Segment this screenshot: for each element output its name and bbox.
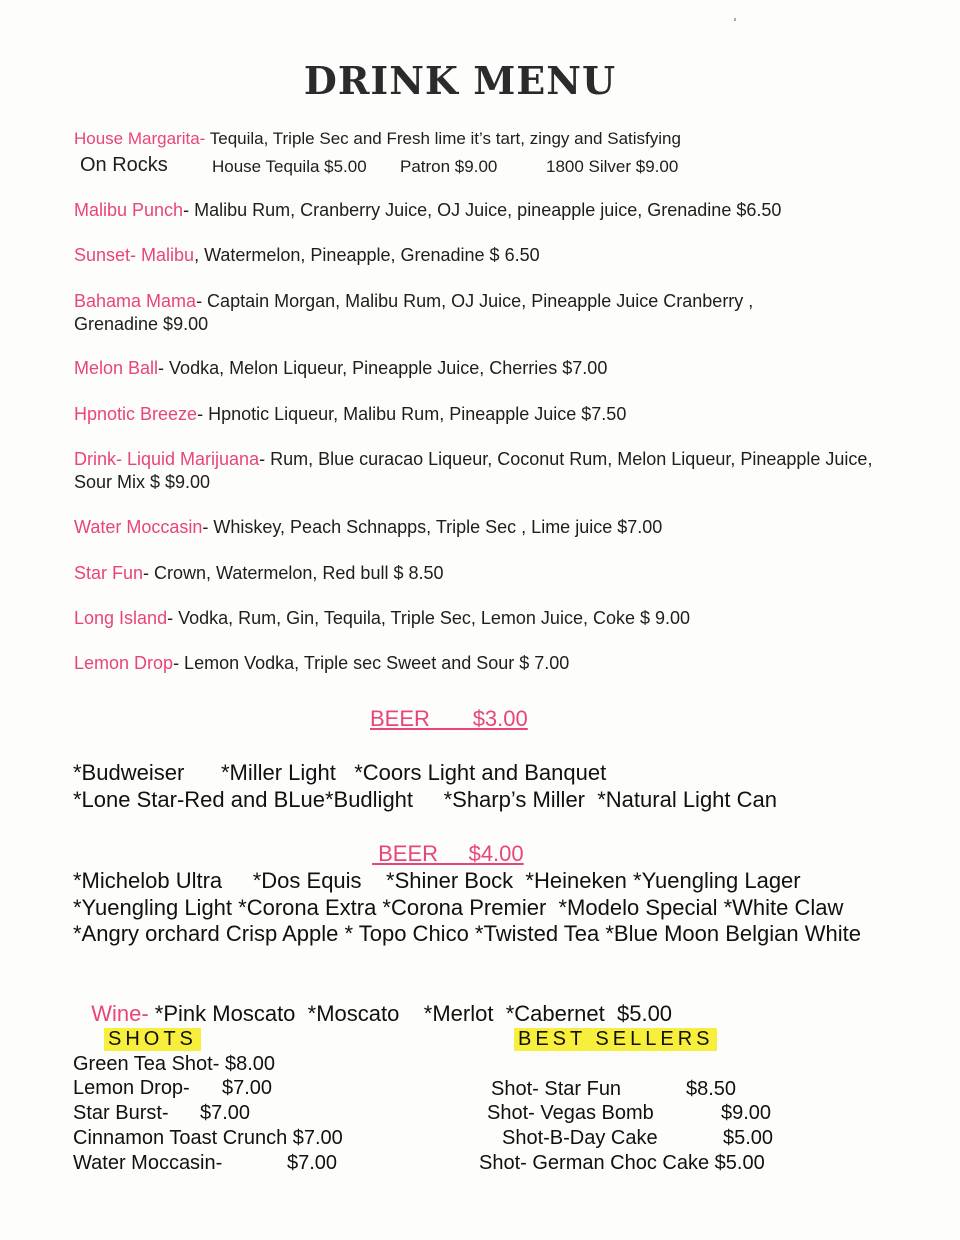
beer-3-line-2: *Lone Star-Red and BLue*Budlight *Sharp’s Miller *Natural Light Can	[73, 787, 777, 812]
cocktail-name: Bahama Mama	[74, 291, 197, 311]
best-sellers-heading: BEST SELLERS	[514, 1028, 717, 1051]
house-margarita-name: House Margarita-	[74, 129, 206, 148]
best-vegas-bomb: Shot- Vegas Bomb	[487, 1102, 654, 1124]
wine-line	[79, 975, 672, 1027]
cocktail-name: Star Fun	[74, 563, 144, 583]
best-star-fun: Shot- Star Fun	[491, 1078, 622, 1100]
cocktail-desc: - Vodka, Melon Liqueur, Pineapple Juice, Cherries $7.00	[158, 358, 608, 378]
shots-heading: SHOTS	[104, 1028, 201, 1051]
house-margarita-desc: Tequila, Triple Sec and Fresh lime it’s tart, zingy and Satisfying	[205, 129, 681, 148]
cocktail-desc: - Crown, Watermelon, Red bull $ 8.50	[143, 563, 444, 583]
cocktail-melon-ball	[74, 357, 914, 380]
cocktail-water-moccasin	[74, 516, 914, 539]
house-margarita	[74, 127, 914, 150]
wine-list: *Pink Moscato *Moscato *Merlot *Cabernet $5.00	[148, 1001, 673, 1026]
beer-3-heading: BEER $3.00	[370, 706, 528, 731]
wine-label: Wine-	[91, 1001, 149, 1026]
cocktail-hpnotic-breeze	[74, 403, 914, 426]
best-bday-cake: Shot-B-Day Cake	[502, 1127, 658, 1149]
beer-4-line-3: *Angry orchard Crisp Apple * Topo Chico *Twisted Tea *Blue Moon Belgian White	[73, 921, 861, 946]
cocktail-name: Water Moccasin	[74, 517, 203, 537]
cocktail-name: Melon Ball	[74, 358, 159, 378]
cocktail-long-island	[74, 607, 914, 630]
cocktail-desc: - Whiskey, Peach Schnapps, Triple Sec , Lime juice $7.00	[202, 517, 663, 537]
shot-lemon-drop-price: $7.00	[222, 1077, 273, 1099]
best-german-choc: Shot- German Choc Cake $5.00	[479, 1152, 765, 1174]
beer-4-line-1: *Michelob Ultra *Dos Equis *Shiner Bock *Heineken *Yuengling Lager	[73, 868, 801, 893]
shot-cinnamon-toast: Cinnamon Toast Crunch $7.00	[73, 1127, 343, 1149]
cocktail-sunset-malibu	[74, 244, 914, 267]
page-speck	[734, 18, 736, 21]
cocktail-desc: - Hpnotic Liqueur, Malibu Rum, Pineapple Juice $7.50	[197, 404, 627, 424]
beer-3-line-1: *Budweiser *Miller Light *Coors Light and Banquet	[73, 760, 607, 785]
option-1800-silver: 1800 Silver $9.00	[546, 157, 679, 176]
beer-4-line-2: *Yuengling Light *Corona Extra *Corona Premier *Modelo Special *White Claw	[73, 895, 844, 920]
best-vegas-bomb-price: $9.00	[721, 1102, 772, 1124]
on-rocks-label: On Rocks	[80, 154, 168, 176]
option-patron: Patron $9.00	[400, 157, 498, 176]
cocktail-desc: , Watermelon, Pineapple, Grenadine $ 6.50	[194, 245, 540, 265]
cocktail-desc: - Lemon Vodka, Triple sec Sweet and Sour $ 7.00	[173, 653, 570, 673]
cocktail-name: Lemon Drop	[74, 653, 174, 673]
shot-star-burst: Star Burst-	[73, 1102, 169, 1124]
cocktail-bahama-mama	[74, 290, 834, 336]
cocktail-desc: - Rum, Blue curacao Liqueur, Coconut Rum, Melon Liqueur, Pineapple Juice, Sour Mix $ $9.00	[74, 449, 873, 492]
cocktail-lemon-drop	[74, 652, 914, 675]
best-star-fun-price: $8.50	[686, 1078, 737, 1100]
shot-star-burst-price: $7.00	[200, 1102, 251, 1124]
shot-lemon-drop: Lemon Drop-	[73, 1077, 190, 1099]
option-house-tequila: House Tequila $5.00	[212, 157, 367, 176]
beer-4-heading: BEER $4.00	[372, 841, 524, 866]
cocktail-name: Drink- Liquid Marijuana	[74, 449, 260, 469]
shot-water-moccasin: Water Moccasin-	[73, 1152, 223, 1174]
cocktail-malibu-punch	[74, 199, 914, 222]
cocktail-desc: - Captain Morgan, Malibu Rum, OJ Juice, Pineapple Juice Cranberry , Grenadine $9.00	[74, 291, 754, 334]
shot-water-moccasin-price: $7.00	[287, 1152, 338, 1174]
shot-green-tea: Green Tea Shot- $8.00	[73, 1053, 275, 1075]
cocktail-name: Long Island	[74, 608, 168, 628]
page-title: DRINK MENU	[303, 58, 617, 103]
best-bday-cake-price: $5.00	[723, 1127, 774, 1149]
cocktail-star-fun	[74, 562, 914, 585]
cocktail-name: Sunset- Malibu	[74, 245, 195, 265]
cocktail-desc: - Vodka, Rum, Gin, Tequila, Triple Sec, Lemon Juice, Coke $ 9.00	[167, 608, 691, 628]
cocktail-liquid-marijuana	[74, 448, 904, 494]
cocktail-desc: - Malibu Rum, Cranberry Juice, OJ Juice, pineapple juice, Grenadine $6.50	[183, 200, 782, 220]
cocktail-name: Hpnotic Breeze	[74, 404, 198, 424]
cocktail-name: Malibu Punch	[74, 200, 184, 220]
